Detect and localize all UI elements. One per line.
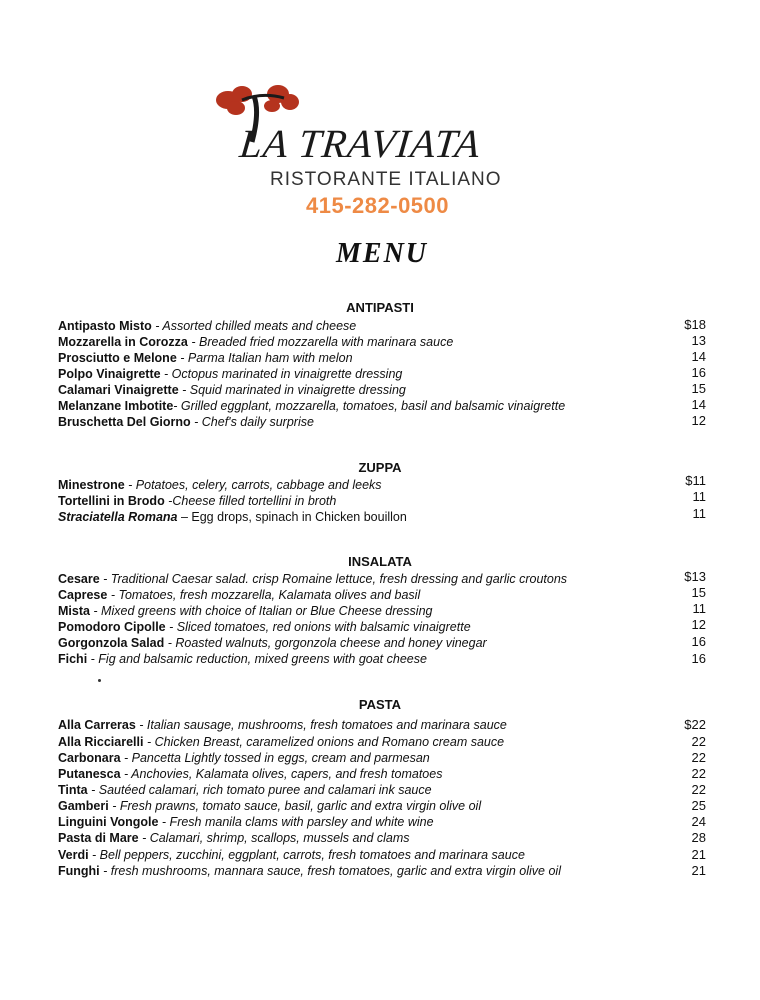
- menu-item: Bruschetta Del Giorno - Chef's daily surprise: [58, 415, 314, 429]
- item-price: $22: [684, 717, 706, 732]
- item-price: 22: [691, 734, 706, 749]
- item-price: 14: [691, 349, 706, 364]
- menu-item: Calamari Vinaigrette - Squid marinated in vinaigrette dressing: [58, 383, 406, 397]
- menu-item: Minestrone - Potatoes, celery, carrots, cabbage and leeks: [58, 478, 382, 492]
- item-price: 16: [691, 365, 706, 380]
- item-price: 13: [691, 333, 706, 348]
- item-price: 11: [692, 489, 706, 504]
- menu-item: Tortellini in Brodo -Cheese filled tortellini in broth: [58, 494, 337, 508]
- item-price: 14: [691, 397, 706, 412]
- menu-item: Carbonara - Pancetta Lightly tossed in eggs, cream and parmesan: [58, 751, 430, 765]
- item-price: $13: [684, 569, 706, 584]
- item-price: 21: [691, 863, 706, 878]
- item-price: 24: [691, 814, 706, 829]
- menu-item: Polpo Vinaigrette - Octopus marinated in vinaigrette dressing: [58, 367, 403, 381]
- section-title-insalata: INSALATA: [348, 554, 412, 569]
- menu-item: Gorgonzola Salad - Roasted walnuts, gorgonzola cheese and honey vinegar: [58, 636, 487, 650]
- menu-item: Caprese - Tomatoes, fresh mozzarella, Kalamata olives and basil: [58, 588, 421, 602]
- menu-item: Straciatella Romana – Egg drops, spinach in Chicken bouillon: [58, 510, 407, 524]
- item-price: 28: [691, 830, 706, 845]
- menu-item: Pomodoro Cipolle - Sliced tomatoes, red onions with balsamic vinaigrette: [58, 620, 471, 634]
- item-price: 12: [691, 617, 706, 632]
- item-price: 25: [691, 798, 706, 813]
- menu-item: Cesare - Traditional Caesar salad. crisp Romaine lettuce, fresh dressing and garlic croutons: [58, 572, 568, 586]
- restaurant-subtitle: RISTORANTE ITALIANO: [270, 169, 502, 190]
- menu-item: Linguini Vongole - Fresh manila clams with parsley and white wine: [58, 815, 434, 829]
- menu-item: Mista - Mixed greens with choice of Italian or Blue Cheese dressing: [58, 604, 433, 618]
- menu-item: Melanzane Imbotite- Grilled eggplant, mozzarella, tomatoes, basil and balsamic vinaigrette: [58, 399, 566, 413]
- menu-item: Mozzarella in Corozza - Breaded fried mozzarella with marinara sauce: [58, 335, 454, 349]
- speck: [98, 679, 101, 682]
- item-price: 15: [691, 381, 706, 396]
- item-price: 21: [691, 847, 706, 862]
- menu-item: Alla Carreras - Italian sausage, mushrooms, fresh tomatoes and marinara sauce: [58, 718, 507, 732]
- menu-item: Antipasto Misto - Assorted chilled meats and cheese: [58, 319, 357, 333]
- item-price: $18: [684, 317, 706, 332]
- item-price: 22: [691, 750, 706, 765]
- item-price: 11: [692, 506, 706, 521]
- menu-item: Verdi - Bell peppers, zucchini, eggplant, carrots, fresh tomatoes and marinara sauce: [58, 848, 525, 862]
- menu-item: Pasta di Mare - Calamari, shrimp, scallops, mussels and clams: [58, 831, 410, 845]
- menu-item: Fichi - Fig and balsamic reduction, mixed greens with goat cheese: [58, 652, 427, 666]
- phone-number[interactable]: 415-282-0500: [306, 193, 450, 218]
- section-title-antipasti: ANTIPASTI: [346, 300, 414, 315]
- item-price: 22: [691, 782, 706, 797]
- menu-item: Putanesca - Anchovies, Kalamata olives, capers, and fresh tomatoes: [58, 767, 443, 781]
- item-price: 12: [691, 413, 706, 428]
- restaurant-name: LA TRAVIATA: [237, 121, 483, 166]
- menu-item: Alla Ricciarelli - Chicken Breast, caramelized onions and Romano cream sauce: [58, 735, 505, 749]
- menu-item: Prosciutto e Melone - Parma Italian ham with melon: [58, 351, 353, 365]
- item-price: 11: [692, 601, 706, 616]
- menu-title: MENU: [336, 238, 429, 269]
- item-price: 15: [691, 585, 706, 600]
- item-price: 16: [691, 651, 706, 666]
- menu-item: Gamberi - Fresh prawns, tomato sauce, basil, garlic and extra virgin olive oil: [58, 799, 482, 813]
- item-price: 16: [691, 634, 706, 649]
- menu-item: Tinta - Sautéed calamari, rich tomato puree and calamari ink sauce: [58, 783, 432, 797]
- menu-item: Funghi - fresh mushrooms, mannara sauce, fresh tomatoes, garlic and extra virgin olive oil: [58, 864, 561, 878]
- item-price: 22: [691, 766, 706, 781]
- item-price: $11: [685, 473, 706, 488]
- section-title-pasta: PASTA: [358, 697, 402, 712]
- section-title-zuppa: ZUPPA: [358, 460, 402, 475]
